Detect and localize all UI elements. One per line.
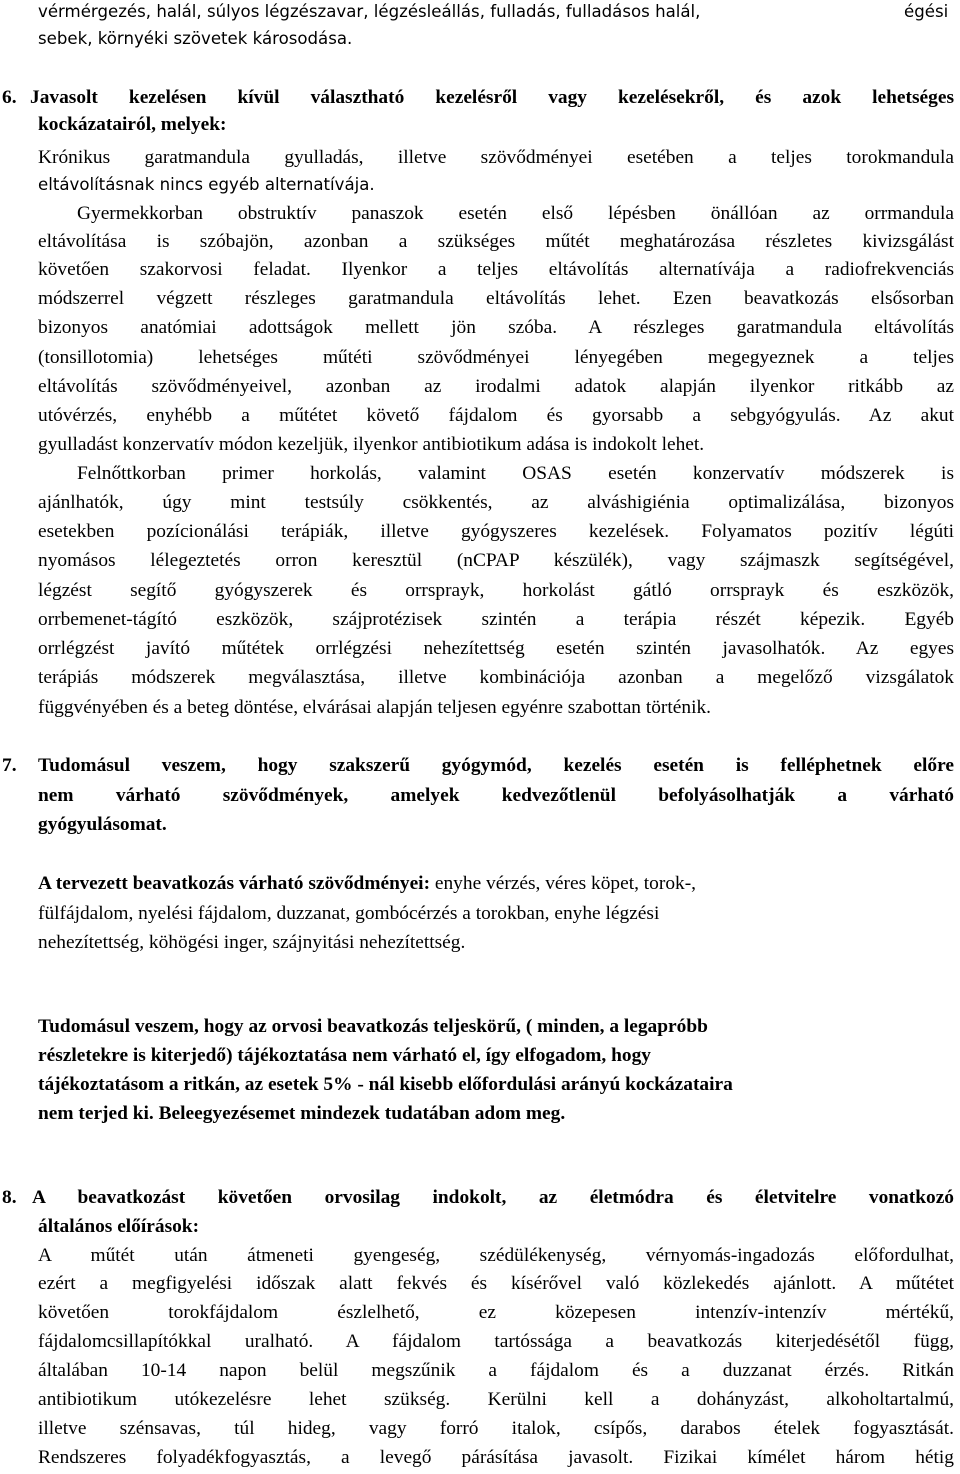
text-line bbox=[38, 902, 659, 926]
text-line bbox=[38, 258, 954, 282]
heading-line: általános előírások: bbox=[38, 1216, 200, 1237]
text-run: (tonsillotomia) lehetséges műtéti szövődményei lényegében megegyeznek a teljes bbox=[38, 347, 954, 368]
text-line bbox=[38, 549, 954, 573]
text-run: sebek, környéki szövetek károsodása. bbox=[38, 29, 353, 48]
text-run: orrbemenet-tágító eszközök, szájprotézisek szintén a terápia részét képezik. Egyéb bbox=[38, 609, 954, 630]
heading-line: Tudomásul veszem, hogy szakszerű gyógymód, kezelés esetén is felléphetnek előre bbox=[38, 755, 954, 776]
text-run: Gyermekkorban obstruktív panaszok esetén első lépésben önállóan az orrmandula bbox=[77, 203, 954, 224]
text-run: utóvérzés, enyhébb a műtétet követő fájdalom és gyorsabb a sebgyógyulás. Az akut bbox=[38, 405, 954, 426]
text-run: nehezítettség, köhögési inger, szájnyitási nehezítettség. bbox=[38, 932, 466, 953]
text-line bbox=[38, 346, 954, 370]
text-line bbox=[38, 1446, 954, 1470]
text-line bbox=[38, 404, 954, 428]
text-line bbox=[77, 462, 954, 486]
text-run: A műtét után átmeneti gyengeség, szédülékenység, vérnyomás-ingadozás előfordulhat, bbox=[38, 1245, 954, 1266]
text-run: követően szakorvosi feladat. Ilyenkor a teljes eltávolítás alternatívája a radiofrekvenciás bbox=[38, 259, 954, 280]
text-line bbox=[38, 0, 918, 24]
heading-line: gyógyulásomat. bbox=[38, 814, 167, 835]
text-run: Felnőttkorban primer horkolás, valamint OSAS esetén konzervatív módszerek is bbox=[77, 463, 954, 484]
text-line bbox=[38, 433, 704, 457]
text-line bbox=[38, 1301, 954, 1325]
text-line bbox=[38, 1359, 954, 1383]
text-run: gyulladást konzervatív módon kezeljük, ilyenkor antibiotikum adása is indokolt lehet. bbox=[38, 434, 705, 455]
text-line bbox=[38, 287, 954, 311]
text-line bbox=[38, 666, 954, 690]
section-8-heading bbox=[38, 1215, 199, 1239]
text-line bbox=[38, 27, 352, 51]
acknowledgement-line bbox=[38, 1015, 708, 1039]
text-run: Krónikus garatmandula gyulladás, illetve szövődményei esetében a teljes torokmandula bbox=[38, 147, 954, 168]
acknowledgement-line bbox=[38, 1073, 733, 1097]
acknowledgement-line bbox=[38, 1102, 565, 1126]
text-run: égési bbox=[904, 2, 949, 21]
text-run: terápiás módszerek megválasztása, illetve kombinációja azonban a megelőző vizsgálatok bbox=[38, 667, 954, 688]
text-line bbox=[38, 1330, 954, 1354]
text-run: fájdalomcsillapítókkal uralható. A fájdalom tartóssága a beavatkozás kiterjedésétől függ, bbox=[38, 1331, 954, 1352]
complications-line bbox=[38, 872, 696, 896]
heading-line: nem várható szövődmények, amelyek kedvezőtlenül befolyásolhatják a várható bbox=[38, 785, 954, 806]
text-line bbox=[38, 491, 954, 515]
text-run: Tudomásul veszem, hogy az orvosi beavatkozás teljeskörű, ( minden, a legapróbb bbox=[38, 1016, 708, 1037]
text-line bbox=[904, 0, 948, 24]
text-run: ezért a megfigyelési időszak alatt fekvés és kísérővel való közlekedés ajánlott. A műtétet bbox=[38, 1273, 954, 1294]
text-run: követően torokfájdalom észlelhető, ez közepesen intenzív-intenzív mértékű, bbox=[38, 1302, 954, 1323]
text-run: általában 10-14 napon belül megszűnik a fájdalom és a duzzanat érzés. Ritkán bbox=[38, 1360, 954, 1381]
text-run: légzést segítő gyógyszerek és orrsprayk, horkolást gátló orrsprayk és eszközök, bbox=[38, 580, 954, 601]
section-6-number: 6. bbox=[2, 87, 17, 108]
text-line bbox=[38, 520, 954, 544]
heading-line: kockázatairól, melyek: bbox=[38, 114, 227, 135]
text-run: fülfájdalom, nyelési fájdalom, duzzanat, gombócérzés a torokban, enyhe légzési bbox=[38, 903, 660, 924]
section-7-heading bbox=[38, 813, 167, 837]
text-run: részletekre is kiterjedő) tájékoztatása nem várható el, így elfogadom, hogy bbox=[38, 1045, 652, 1066]
heading-line: Javasolt kezelésen kívül választható kezelésről vagy kezelésekről, és azok lehetséges bbox=[30, 87, 954, 108]
text-run: enyhe vérzés, véres köpet, torok-, bbox=[430, 873, 697, 894]
text-run: orrlégzést javító műtétek orrlégzési nehezítettség esetén szintén javasolhatók. Az egyes bbox=[38, 638, 954, 659]
section-7-heading bbox=[38, 754, 954, 778]
text-line bbox=[38, 173, 375, 197]
text-line bbox=[38, 1388, 954, 1412]
text-line bbox=[38, 696, 711, 720]
text-run: bizonyos anatómiai adottságok mellett jön szóba. A részleges garatmandula eltávolítás bbox=[38, 317, 954, 338]
text-line bbox=[38, 1244, 954, 1268]
text-run: antibiotikum utókezelésre lehet szükség. Kerülni kell a dohányzást, alkoholtartalmú, bbox=[38, 1389, 954, 1410]
text-line bbox=[38, 146, 954, 170]
text-line bbox=[38, 1417, 954, 1441]
text-run: eltávolításnak nincs egyéb alternatívája. bbox=[38, 175, 375, 194]
section-8-heading bbox=[32, 1186, 954, 1210]
text-run: illetve szénsavas, túl hideg, vagy forró italok, csípős, darabos ételek fogyasztását. bbox=[38, 1418, 954, 1439]
text-line bbox=[38, 931, 465, 955]
text-run: ajánlhatók, úgy mint testsúly csökkentés, az alváshigiénia optimalizálása, bizonyos bbox=[38, 492, 954, 513]
section-number bbox=[2, 754, 17, 778]
section-7-heading bbox=[38, 784, 954, 808]
heading-line: A beavatkozást követően orvosilag indokolt, az életmódra és életvitelre vonatkozó bbox=[32, 1187, 954, 1208]
text-run: függvényében és a beteg döntése, elvárásai alapján teljesen egyénre szabottan történik. bbox=[38, 697, 712, 718]
text-line bbox=[77, 202, 954, 226]
text-line bbox=[38, 1272, 954, 1296]
section-8-number: 8. bbox=[2, 1187, 17, 1208]
text-line bbox=[38, 316, 954, 340]
section-6-heading bbox=[38, 113, 226, 137]
text-run: tájékoztatásom a ritkán, az esetek 5% - nál kisebb előfordulási arányú kockázataira bbox=[38, 1074, 733, 1095]
acknowledgement-line bbox=[38, 1044, 651, 1068]
text-run: esetekben pozícionálási terápiák, illetve gyógyszeres kezelések. Folyamatos pozitív légúti bbox=[38, 521, 954, 542]
text-run: eltávolítás szövődményeivel, azonban az irodalmi adatok alapján ilyenkor ritkább az bbox=[38, 376, 954, 397]
section-number bbox=[2, 1186, 17, 1210]
text-run: vérmérgezés, halál, súlyos légzészavar, légzésleállás, fulladás, fulladásos halál, bbox=[38, 2, 701, 21]
text-line bbox=[38, 230, 954, 254]
complications-label: A tervezett beavatkozás várható szövődményei: bbox=[38, 873, 431, 894]
text-run: Rendszeres folyadékfogyasztás, a levegő párásítása javasolt. Fizikai kímélet három hétig bbox=[38, 1447, 954, 1468]
section-6-heading bbox=[30, 86, 954, 110]
text-run: nyomásos lélegeztetés orron keresztül (nCPAP készülék), vagy szájmaszk segítségével, bbox=[38, 550, 954, 571]
text-line bbox=[38, 579, 954, 603]
text-line bbox=[38, 608, 954, 632]
text-run: eltávolítása is szóbajön, azonban a szükséges műtét meghatározása részletes kivizsgálást bbox=[38, 231, 954, 252]
text-line bbox=[38, 375, 954, 399]
text-run: nem terjed ki. Beleegyezésemet mindezek tudatában adom meg. bbox=[38, 1103, 566, 1124]
section-number bbox=[2, 86, 17, 110]
text-line bbox=[38, 637, 954, 661]
section-7-number: 7. bbox=[2, 755, 17, 776]
text-run: módszerrel végzett részleges garatmandula eltávolítás lehet. Ezen beavatkozás elsősorban bbox=[38, 288, 954, 309]
